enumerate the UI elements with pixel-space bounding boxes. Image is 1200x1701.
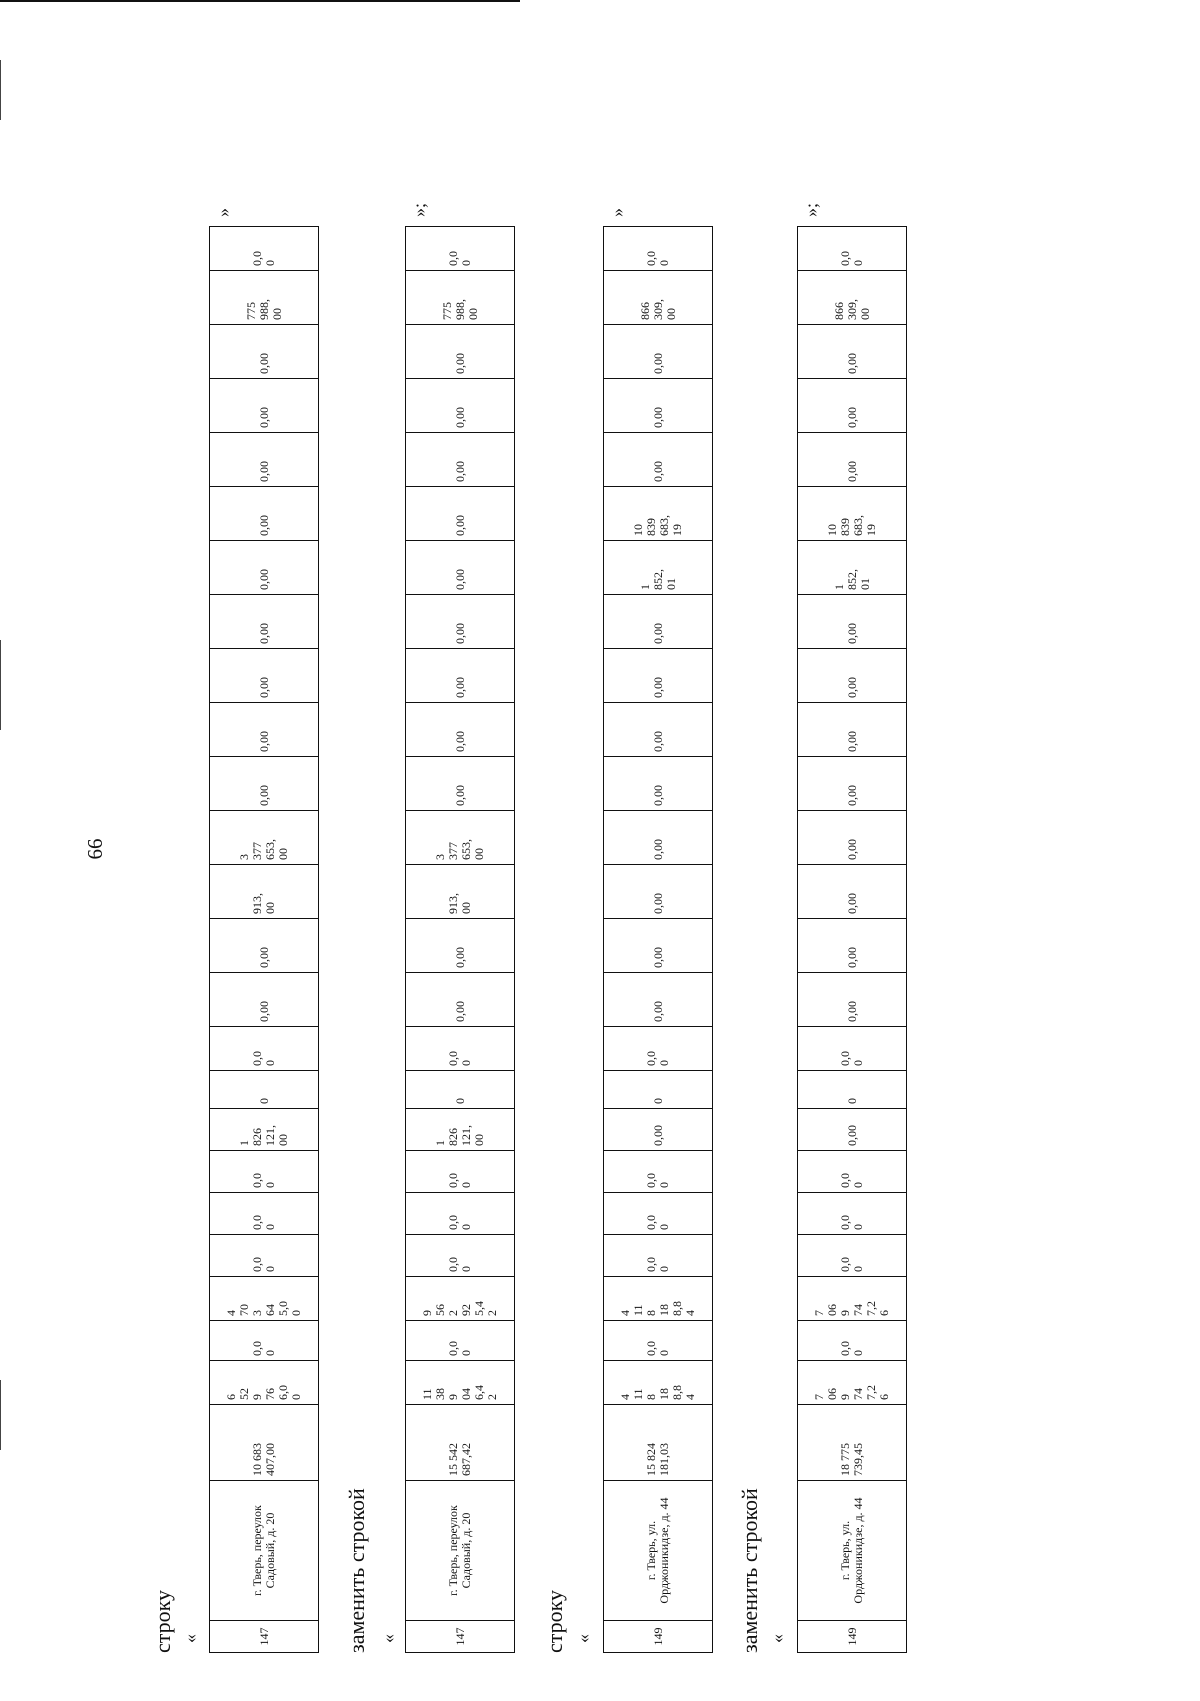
amendment-label: строку bbox=[150, 1589, 175, 1653]
value-cell: 0,00 bbox=[604, 919, 713, 973]
value-cell: 0,0 0 bbox=[798, 1235, 907, 1277]
value-cell: 0,00 bbox=[210, 703, 319, 757]
value-cell: 0 bbox=[210, 1071, 319, 1109]
address-cell: г. Тверь, переулок Садовый, д. 20 bbox=[406, 1481, 515, 1621]
row-number-cell: 149 bbox=[604, 1621, 713, 1653]
value-cell: 0,00 bbox=[210, 757, 319, 811]
value-cell: 775 988, 00 bbox=[210, 271, 319, 325]
value-cell: 0,0 0 bbox=[604, 1193, 713, 1235]
value-cell: 0,00 bbox=[798, 433, 907, 487]
value-cell: 0,00 bbox=[604, 379, 713, 433]
value-cell: 0,0 0 bbox=[604, 1235, 713, 1277]
value-cell: 913, 00 bbox=[406, 865, 515, 919]
quote-open: « bbox=[573, 1634, 593, 1643]
value-cell: 866 309, 00 bbox=[798, 271, 907, 325]
value-cell: 0,00 bbox=[798, 919, 907, 973]
value-cell: 0,00 bbox=[798, 811, 907, 865]
value-cell: 0,00 bbox=[604, 703, 713, 757]
value-cell: 0,00 bbox=[798, 757, 907, 811]
page-number: 66 bbox=[83, 838, 107, 860]
value-cell: 0,0 0 bbox=[406, 1193, 515, 1235]
value-cell: 0,00 bbox=[604, 1109, 713, 1151]
value-cell: 0,00 bbox=[798, 1109, 907, 1151]
value-cell: 0 bbox=[798, 1071, 907, 1109]
value-cell: 913, 00 bbox=[210, 865, 319, 919]
value-cell: 6 52 9 76 6,0 0 bbox=[210, 1361, 319, 1405]
value-cell: 1 826 121, 00 bbox=[210, 1109, 319, 1151]
value-cell: 0,00 bbox=[210, 973, 319, 1027]
value-cell: 0,00 bbox=[406, 325, 515, 379]
value-cell: 0,0 0 bbox=[210, 1193, 319, 1235]
value-cell: 0,0 0 bbox=[604, 1151, 713, 1193]
amendment-label: заменить строкой bbox=[737, 1488, 762, 1653]
value-cell: 0,00 bbox=[798, 973, 907, 1027]
value-cell: 0,00 bbox=[406, 649, 515, 703]
quote-open: « bbox=[378, 1634, 398, 1643]
quote-close: » bbox=[213, 208, 233, 217]
address-cell: г. Тверь, ул. Орджоникидзе, д. 44 bbox=[604, 1481, 713, 1621]
value-cell: 0,00 bbox=[798, 325, 907, 379]
value-cell: 0,0 0 bbox=[210, 1321, 319, 1361]
value-cell: 775 988, 00 bbox=[406, 271, 515, 325]
value-cell: 0,00 bbox=[604, 649, 713, 703]
value-cell: 0,0 0 bbox=[798, 1151, 907, 1193]
amendment-table bbox=[209, 226, 319, 1653]
value-cell: 0,00 bbox=[210, 379, 319, 433]
value-cell: 0,00 bbox=[210, 541, 319, 595]
value-cell: 18 775 739,45 bbox=[798, 1405, 907, 1481]
value-cell: 0,00 bbox=[604, 325, 713, 379]
table-row bbox=[604, 227, 713, 1653]
value-cell: 0,00 bbox=[604, 973, 713, 1027]
value-cell: 0,00 bbox=[604, 757, 713, 811]
value-cell: 11 38 9 04 6,4 2 bbox=[406, 1361, 515, 1405]
value-cell: 0,0 0 bbox=[406, 1027, 515, 1071]
quote-close: » bbox=[607, 208, 627, 217]
value-cell: 0,0 0 bbox=[406, 227, 515, 271]
value-cell: 0,0 0 bbox=[798, 1193, 907, 1235]
value-cell: 0,0 0 bbox=[406, 1235, 515, 1277]
row-number-cell: 147 bbox=[210, 1621, 319, 1653]
quote-open: « bbox=[767, 1634, 787, 1643]
value-cell: 1 852, 01 bbox=[798, 541, 907, 595]
amendment-table bbox=[603, 226, 713, 1653]
value-cell: 0,00 bbox=[210, 595, 319, 649]
value-cell: 0,00 bbox=[798, 595, 907, 649]
value-cell: 0,0 0 bbox=[604, 1027, 713, 1071]
table-row bbox=[210, 227, 319, 1653]
value-cell: 10 839 683, 19 bbox=[798, 487, 907, 541]
table-row bbox=[406, 227, 515, 1653]
value-cell: 0,00 bbox=[210, 487, 319, 541]
amendment-table bbox=[797, 226, 907, 1653]
value-cell: 3 377 653, 00 bbox=[406, 811, 515, 865]
value-cell: 0,00 bbox=[406, 595, 515, 649]
value-cell: 0,0 0 bbox=[406, 1151, 515, 1193]
value-cell: 7 06 9 74 7,2 6 bbox=[798, 1277, 907, 1321]
value-cell: 0,00 bbox=[406, 433, 515, 487]
value-cell: 10 839 683, 19 bbox=[604, 487, 713, 541]
value-cell: 0,00 bbox=[406, 919, 515, 973]
value-cell: 0,0 0 bbox=[210, 1151, 319, 1193]
value-cell: 0,00 bbox=[406, 379, 515, 433]
value-cell: 1 826 121, 00 bbox=[406, 1109, 515, 1151]
value-cell: 0,00 bbox=[210, 919, 319, 973]
value-cell: 0,0 0 bbox=[798, 1321, 907, 1361]
address-cell: г. Тверь, ул. Орджоникидзе, д. 44 bbox=[798, 1481, 907, 1621]
value-cell: 15 542 687,42 bbox=[406, 1405, 515, 1481]
value-cell: 0,00 bbox=[406, 541, 515, 595]
value-cell: 0,0 0 bbox=[210, 1235, 319, 1277]
quote-open: « bbox=[180, 1634, 200, 1643]
value-cell: 0,00 bbox=[406, 703, 515, 757]
value-cell: 4 11 8 18 8,8 4 bbox=[604, 1361, 713, 1405]
value-cell: 0,00 bbox=[798, 703, 907, 757]
value-cell: 0,00 bbox=[604, 433, 713, 487]
value-cell: 0,00 bbox=[604, 865, 713, 919]
table-row bbox=[798, 227, 907, 1653]
value-cell: 10 683 407,00 bbox=[210, 1405, 319, 1481]
value-cell: 0,00 bbox=[798, 865, 907, 919]
value-cell: 7 06 9 74 7,2 6 bbox=[798, 1361, 907, 1405]
value-cell: 0,0 0 bbox=[798, 1027, 907, 1071]
value-cell: 0,0 0 bbox=[798, 227, 907, 271]
quote-close: »; bbox=[409, 202, 429, 217]
value-cell: 0,0 0 bbox=[604, 227, 713, 271]
value-cell: 0,00 bbox=[798, 379, 907, 433]
amendment-label: заменить строкой bbox=[344, 1488, 369, 1653]
row-number-cell: 149 bbox=[798, 1621, 907, 1653]
value-cell: 0,00 bbox=[406, 757, 515, 811]
value-cell: 4 11 8 18 8,8 4 bbox=[604, 1277, 713, 1321]
address-cell: г. Тверь, переулок Садовый, д. 20 bbox=[210, 1481, 319, 1621]
value-cell: 0 bbox=[604, 1071, 713, 1109]
value-cell: 15 824 181,03 bbox=[604, 1405, 713, 1481]
value-cell: 0 bbox=[406, 1071, 515, 1109]
value-cell: 0,00 bbox=[604, 811, 713, 865]
value-cell: 3 377 653, 00 bbox=[210, 811, 319, 865]
value-cell: 0,0 0 bbox=[210, 227, 319, 271]
value-cell: 0,00 bbox=[798, 649, 907, 703]
value-cell: 0,00 bbox=[604, 595, 713, 649]
value-cell: 0,00 bbox=[406, 487, 515, 541]
value-cell: 0,0 0 bbox=[406, 1321, 515, 1361]
value-cell: 0,00 bbox=[210, 649, 319, 703]
amendment-table bbox=[405, 226, 515, 1653]
amendment-label: строку bbox=[542, 1589, 567, 1653]
value-cell: 0,0 0 bbox=[604, 1321, 713, 1361]
quote-close: »; bbox=[801, 202, 821, 217]
value-cell: 1 852, 01 bbox=[604, 541, 713, 595]
value-cell: 866 309, 00 bbox=[604, 271, 713, 325]
row-number-cell: 147 bbox=[406, 1621, 515, 1653]
value-cell: 0,00 bbox=[406, 973, 515, 1027]
value-cell: 0,00 bbox=[210, 325, 319, 379]
value-cell: 9 56 2 92 5,4 2 bbox=[406, 1277, 515, 1321]
value-cell: 0,00 bbox=[210, 433, 319, 487]
value-cell: 4 70 3 64 5,0 0 bbox=[210, 1277, 319, 1321]
value-cell: 0,0 0 bbox=[210, 1027, 319, 1071]
